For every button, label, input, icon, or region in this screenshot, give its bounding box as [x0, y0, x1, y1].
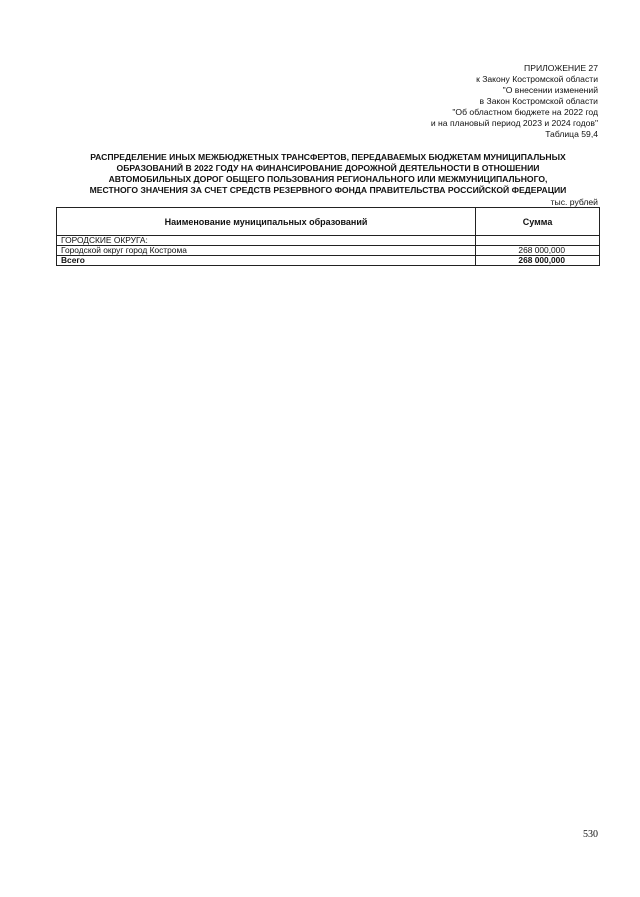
header-municipality: Наименование муниципальных образований — [57, 208, 476, 236]
municipality-sum: 268 000,000 — [476, 246, 600, 256]
title-line: АВТОМОБИЛЬНЫХ ДОРОГ ОБЩЕГО ПОЛЬЗОВАНИЯ РЕГИОНАЛЬНОГО ИЛИ МЕЖМУНИЦИПАЛЬНОГО, — [108, 174, 548, 184]
title-line: МЕСТНОГО ЗНАЧЕНИЯ ЗА СЧЕТ СРЕДСТВ РЕЗЕРВНОГО ФОНДА ПРАВИТЕЛЬСТВА РОССИЙСКОЙ ФЕДЕРАЦИИ — [89, 185, 567, 195]
group-sum-empty — [476, 236, 600, 246]
appendix-line: "О внесении изменений — [502, 85, 598, 95]
group-label: ГОРОДСКИЕ ОКРУГА: — [57, 236, 476, 246]
appendix-line: "Об областном бюджете на 2022 год — [452, 107, 598, 117]
document-title — [56, 152, 600, 196]
group-row — [57, 236, 600, 246]
table-header-row — [57, 208, 600, 236]
appendix-line: и на плановый период 2023 и 2024 годов" — [430, 118, 598, 128]
table-number: Таблица 59,4 — [545, 129, 598, 139]
total-sum: 268 000,000 — [476, 256, 600, 266]
municipality-name: Городской округ город Кострома — [57, 246, 476, 256]
total-label: Всего — [57, 256, 476, 266]
table-row — [57, 246, 600, 256]
units-label: тыс. рублей — [550, 197, 598, 207]
header-sum: Сумма — [476, 208, 600, 236]
distribution-table — [56, 207, 600, 266]
total-row — [57, 256, 600, 266]
title-line: ОБРАЗОВАНИЙ В 2022 ГОДУ НА ФИНАНСИРОВАНИЕ ДОРОЖНОЙ ДЕЯТЕЛЬНОСТИ В ОТНОШЕНИИ — [116, 163, 540, 173]
appendix-header — [431, 63, 598, 140]
appendix-line: в Закон Костромской области — [479, 96, 598, 106]
page-number: 530 — [583, 829, 598, 840]
appendix-line: к Закону Костромской области — [476, 74, 598, 84]
title-line: РАСПРЕДЕЛЕНИЕ ИНЫХ МЕЖБЮДЖЕТНЫХ ТРАНСФЕРТОВ, ПЕРЕДАВАЕМЫХ БЮДЖЕТАМ МУНИЦИПАЛЬНЫХ — [90, 152, 566, 162]
appendix-line: ПРИЛОЖЕНИЕ 27 — [524, 63, 598, 73]
